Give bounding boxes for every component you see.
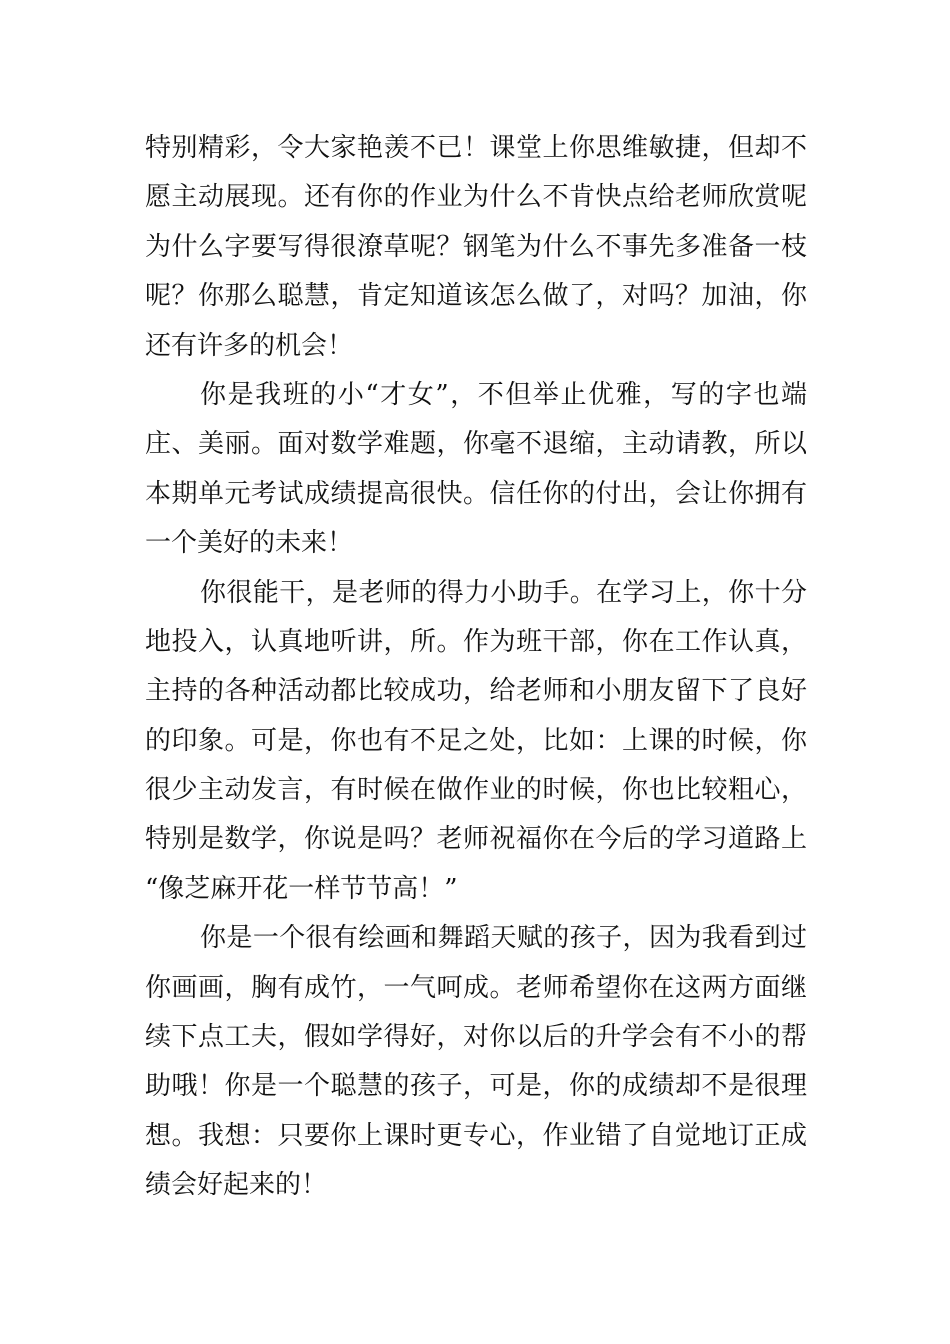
text-line: 特别是数学，你说是吗？老师祝福你在今后的学习道路上 xyxy=(145,824,807,855)
text-line: 助哦！你是一个聪慧的孩子，可是，你的成绩却不是很理 xyxy=(145,1071,807,1102)
text-line: 绩会好起来的！ xyxy=(145,1170,328,1201)
text-line: 续下点工夫，假如学得好，对你以后的升学会有不小的帮 xyxy=(145,1022,807,1053)
text-line: 主持的各种活动都比较成功，给老师和小朋友留下了良好 xyxy=(145,676,807,707)
text-line: 很少主动发言，有时候在做作业的时候，你也比较粗心， xyxy=(145,775,807,806)
text-line: 地投入，认真地听讲，所。作为班干部，你在工作认真， xyxy=(145,626,807,657)
text-line: 想。我想：只要你上课时更专心，作业错了自觉地订正成 xyxy=(145,1120,807,1151)
text-line: 为什么字要写得很潦草呢？钢笔为什么不事先多准备一枝 xyxy=(145,231,807,262)
text-line: 本期单元考试成绩提高很快。信任你的付出，会让你拥有 xyxy=(145,478,807,509)
paragraph-4 xyxy=(145,914,807,1210)
text-line: “像芝麻开花一样节节高！” xyxy=(145,873,458,904)
text-line: 你画画，胸有成竹，一气呵成。老师希望你在这两方面继 xyxy=(145,972,807,1003)
document-page xyxy=(145,124,807,1211)
text-line: 你是一个很有绘画和舞蹈天赋的孩子，因为我看到过 xyxy=(200,923,807,954)
text-line: 你很能干，是老师的得力小助手。在学习上，你十分 xyxy=(200,577,807,608)
paragraph-3 xyxy=(145,569,807,915)
text-line: 呢？你那么聪慧，肯定知道该怎么做了，对吗？加油，你 xyxy=(145,281,807,312)
text-line: 的印象。可是，你也有不足之处，比如：上课的时候，你 xyxy=(145,725,807,756)
text-line: 一个美好的未来！ xyxy=(145,528,354,559)
paragraph-2 xyxy=(145,371,807,569)
text-line: 特别精彩，令大家艳羡不已！课堂上你思维敏捷，但却不 xyxy=(145,133,807,163)
text-line: 庄、美丽。面对数学难题，你毫不退缩，主动请教，所以 xyxy=(145,429,807,460)
paragraph-1 xyxy=(145,124,807,371)
text-line: 你是我班的小“才女”，不但举止优雅，写的字也端 xyxy=(200,379,807,410)
text-line: 还有许多的机会！ xyxy=(145,330,354,361)
text-line: 愿主动展现。还有你的作业为什么不肯快点给老师欣赏呢 xyxy=(145,182,807,213)
